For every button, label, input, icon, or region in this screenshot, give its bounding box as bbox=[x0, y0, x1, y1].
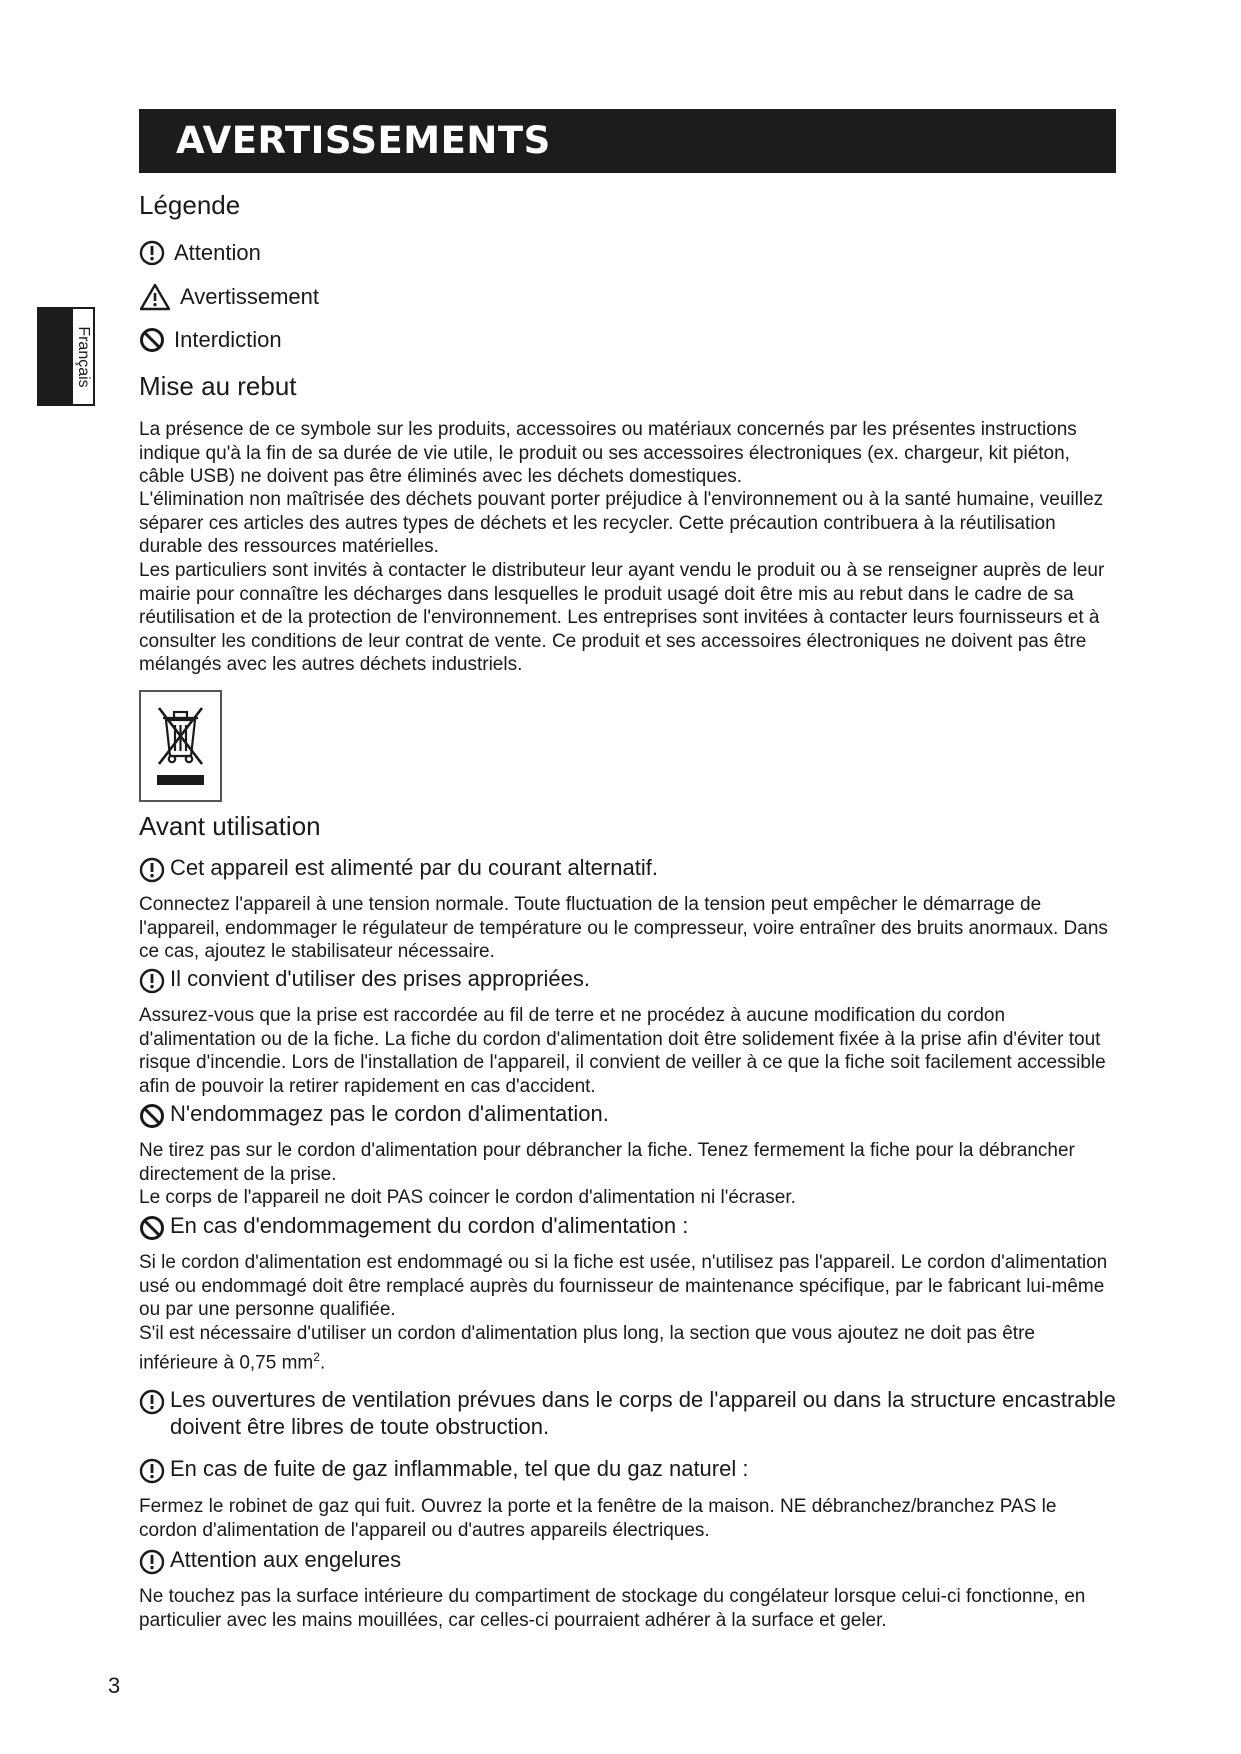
disposal-paragraph-1: La présence de ce symbole sur les produits, accessoires ou matériaux concernés par les présentes instructions indique qu'à la fin de sa durée de vie utile, le produit ou ses accessoires électroniques (ex. chargeur, kit piéton, câble USB) ne doivent pas être éliminés avec les déchets domestiques. bbox=[139, 419, 1077, 488]
warning-body: Le corps de l'appareil ne doit PAS coincer le cordon d'alimentation ni l'écraser. bbox=[139, 1187, 796, 1208]
legend-item-attention bbox=[139, 240, 261, 266]
warning-body: Ne touchez pas la surface intérieure du compartiment de stockage du congélateur lorsque celui-ci fonctionne, en particulier avec les mains mouillées, car celles-ci pourraient adhérer à la surface et geler. bbox=[139, 1586, 1086, 1631]
warning-triangle-icon bbox=[139, 283, 171, 311]
warning-ac-power bbox=[139, 854, 1124, 883]
warning-body: Si le cordon d'alimentation est endommagé ou si la fiche est usée, n'utilisez pas l'appareil. Le cordon d'alimentation usé ou endommagé doit être remplacé auprès du fournisseur de maintenance spécifique, par le fabricant lui-même ou par une personne qualifiée. bbox=[139, 1252, 1108, 1321]
warning-ventilation bbox=[139, 1386, 1124, 1440]
warning-body-extension bbox=[139, 1322, 1119, 1375]
attention-icon bbox=[139, 857, 165, 883]
attention-icon bbox=[139, 240, 165, 266]
language-tab-inner bbox=[73, 309, 93, 404]
crossed-out-bin-icon bbox=[141, 692, 220, 800]
warning-heading: En cas de fuite de gaz inflammable, tel que du gaz naturel : bbox=[170, 1456, 749, 1481]
warning-gas-leak bbox=[139, 1455, 1124, 1484]
legend-label-interdiction: Interdiction bbox=[174, 327, 282, 352]
warning-body: Connectez l'appareil à une tension normale. Toute fluctuation de la tension peut empêcher le démarrage de l'appareil, endommager le régulateur de température ou le compresseur, voire entraîner des bruits anormaux. Dans ce cas, ajoutez le stabilisateur nécessaire. bbox=[139, 894, 1108, 963]
warning-body-text: S'il est nécessaire d'utiliser un cordon d'alimentation plus long, la section que vous ajoutez ne doit pas être inférieure à 0,75 mm bbox=[139, 1323, 1035, 1373]
language-tab bbox=[37, 307, 95, 406]
prohibition-icon bbox=[139, 1215, 165, 1241]
prohibition-icon bbox=[139, 1103, 165, 1129]
disposal-title: Mise au rebut bbox=[139, 371, 297, 401]
attention-icon bbox=[139, 968, 165, 994]
warning-heading: Il convient d'utiliser des prises appropriées. bbox=[170, 966, 590, 991]
legend-label-attention: Attention bbox=[174, 240, 261, 265]
disposal-paragraph-3: Les particuliers sont invités à contacter le distributeur leur ayant vendu le produit ou à se renseigner auprès de leur mairie pour connaître les décharges dans lesquelles le produit usagé doit être mis au rebut dans le cadre de sa réutilisation et de la protection de l'environnement. Les entreprises sont invitées à contacter leurs fournisseurs et à consulter les conditions de leur contrat de vente. Ce produit et ses accessoires électroniques ne doivent pas être mélangés avec les autres déchets industriels. bbox=[139, 560, 1105, 676]
attention-icon bbox=[139, 1458, 165, 1484]
warning-proper-sockets bbox=[139, 965, 1124, 994]
section-header-bar bbox=[139, 109, 1116, 173]
superscript: 2 bbox=[313, 1349, 320, 1364]
warning-heading: N'endommagez pas le cordon d'alimentation. bbox=[170, 1101, 609, 1126]
page-title: AVERTISSEMENTS bbox=[176, 119, 551, 162]
warning-heading: Attention aux engelures bbox=[170, 1547, 402, 1572]
legend-label-avertissement: Avertissement bbox=[180, 284, 319, 309]
warning-heading: En cas d'endommagement du cordon d'alimentation : bbox=[170, 1213, 689, 1238]
page-number: 3 bbox=[108, 1673, 121, 1698]
warning-do-not-damage-cord bbox=[139, 1100, 1124, 1129]
warning-frostbite bbox=[139, 1546, 1124, 1575]
prohibition-icon bbox=[139, 327, 165, 353]
warning-heading: Cet appareil est alimenté par du courant alternatif. bbox=[170, 855, 658, 880]
before-use-title: Avant utilisation bbox=[139, 811, 321, 841]
warning-heading: Les ouvertures de ventilation prévues dans le corps de l'appareil ou dans la structure encastrable doivent être libres de toute obstruction. bbox=[170, 1387, 1116, 1439]
legend-item-interdiction bbox=[139, 327, 282, 353]
warning-body: Assurez-vous que la prise est raccordée au fil de terre et ne procédez à aucune modification du cordon d'alimentation ou de la fiche. La fiche du cordon d'alimentation doit être solidement fixée à la prise afin d'éviter tout risque d'incendie. Lors de l'installation de l'appareil, il convient de veiller à ce que la fiche soit facilement accessible afin de pouvoir la retirer rapidement en cas d'accident. bbox=[139, 1005, 1106, 1097]
warning-body: Fermez le robinet de gaz qui fuit. Ouvrez la porte et la fenêtre de la maison. NE débranchez/branchez PAS le cordon d'alimentation de l'appareil ou d'autres appareils électriques. bbox=[139, 1496, 1057, 1541]
attention-icon bbox=[139, 1549, 165, 1575]
weee-crossed-bin-symbol bbox=[139, 690, 222, 802]
warning-damaged-cord bbox=[139, 1212, 1124, 1241]
warning-body-end: . bbox=[319, 1351, 326, 1373]
warning-body: Ne tirez pas sur le cordon d'alimentation pour débrancher la fiche. Tenez fermement la fiche pour la débrancher directement de la prise. bbox=[139, 1140, 1075, 1185]
language-tab-label: Français bbox=[75, 325, 92, 388]
legend-item-avertissement bbox=[139, 283, 319, 311]
attention-icon bbox=[139, 1389, 165, 1415]
disposal-paragraph-2: L'élimination non maîtrisée des déchets pouvant porter préjudice à l'environnement ou à la santé humaine, veuillez séparer ces articles des autres types de déchets et les recycler. Cette précaution contribuera à la réutilisation durable des ressources matérielles. bbox=[139, 489, 1104, 558]
legend-title: Légende bbox=[139, 190, 241, 220]
